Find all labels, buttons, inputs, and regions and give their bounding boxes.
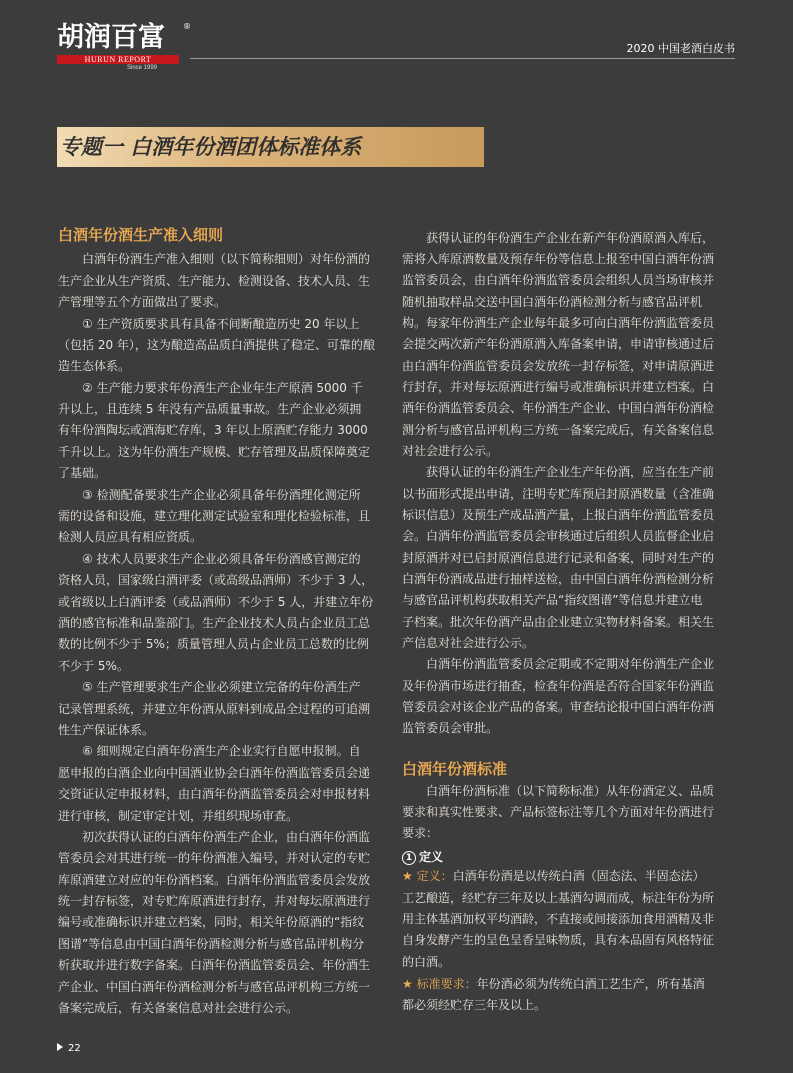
paragraph-line: 检测人员应具有相应资质。 [58,530,203,544]
paragraph-line: 或省级以上白酒评委（或品酒师）不少于 5 人，并建立年份 [58,595,374,609]
paragraph-line: 酒的感官标准和品鉴部门。生产企业技术人员占企业员工总 [58,616,371,630]
paragraph-line: 获得认证的年份酒生产企业生产年份酒，应当在生产前 [426,465,715,479]
paragraph-line: 统一封存标签，对专贮库原酒进行封存，并对每坛原酒进行 [58,894,371,908]
star-icon: ★ [402,977,413,991]
paragraph-line: 编号或准确标识并建立档案，同时，相关年份原酒的“指纹 [58,915,365,929]
paragraph-line: （包括 20 年），这为酿造高品质白酒提供了稳定、可靠的酿 [58,338,375,352]
section-title: 专题一 白酒年份酒团体标准体系 [60,135,362,159]
number-circle-icon: 1 [402,851,416,865]
paragraph-line: 获得认证的年份酒生产企业在新产年份酒原酒入库后， [426,231,715,245]
paragraph-line: 随机抽取样品交送中国白酒年份酒检测分析与感官品评机 [402,295,703,309]
page-number: 22 [68,1043,81,1054]
standard-requirement-line [402,976,705,992]
paragraph-line: 升以上，且连续 5 年没有产品质量事故。生产企业必须拥 [58,402,362,416]
paragraph-line: 用主体基酒加权平均酒龄，不直接或间接添加食用酒精及非 [402,912,715,926]
definition-line [402,868,705,884]
paragraph-line: 要求： [402,826,439,840]
paragraph-line: ③ 检测配备要求生产企业必须具备年份酒理化测定所 [82,488,361,502]
definition-text: 白酒年份酒是以传统白酒（固态法、半固态法） [452,869,705,883]
right-section-heading: 白酒年份酒标准 [402,760,508,778]
paragraph-line: 白酒年份酒标准（以下简称标准）从年份酒定义、品质 [426,784,715,798]
paragraph-line: 自身发酵产生的呈色呈香呈味物质，具有本品固有风格特征 [402,933,715,947]
left-section-heading: 白酒年份酒生产准入细则 [58,226,224,244]
paragraph-line: 资格人员，国家级白酒评委（或高级品酒师）不少于 3 人， [58,573,374,587]
paragraph-line: 测分析与感官品评机构三方统一备案完成后，有关备案信息 [402,423,715,437]
paragraph-line: 产企业、中国白酒年份酒检测分析与感官品评机构三方统一 [58,980,371,994]
paragraph-line: 对社会进行公示。 [402,444,499,458]
paragraph-line: 千升以上。这为年份酒生产规模、贮存管理及品质保障奠定 [58,445,371,459]
paragraph-line: 及年份酒市场进行抽查，检查年份酒是否符合国家年份酒监 [402,679,715,693]
paragraph-line: 会。白酒年份酒监管委员会审核通过后组织人员监督企业启 [402,529,715,543]
definition-subheading [402,849,443,865]
paragraph-line: 由白酒年份酒监管委员会发放统一封存标签，对申请原酒进 [402,359,715,373]
paragraph-line: 造生态体系。 [58,359,131,373]
paragraph-line: 构。每家年份酒生产企业每年最多可向白酒年份酒监管委员 [402,316,715,330]
paragraph-line: 性生产保证体系。 [58,723,155,737]
paragraph-line: 标识信息）及预生产成品酒产量，上报白酒年份酒监管委员 [402,508,715,522]
paragraph-line: 以书面形式提出申请，注明专贮库预启封原酒数量（含准确 [402,487,715,501]
paragraph-line: 的白酒。 [402,955,451,969]
paragraph-line: 都必须经贮存三年及以上。 [402,998,547,1012]
paragraph-line: ② 生产能力要求年份酒生产企业年生产原酒 5000 千 [82,381,363,395]
paragraph-line: 不少于 5%。 [58,659,129,673]
paragraph-line: 生产企业从生产资质、生产能力、检测设备、技术人员、生 [58,274,371,288]
paragraph-line: 与感官品评机构获取相关产品“指纹图谱”等信息并建立电 [402,593,703,607]
paragraph-line: 酒年份酒监管委员会、年份酒生产企业、中国白酒年份酒检 [402,401,715,415]
paragraph-line: 产信息对社会进行公示。 [402,636,535,650]
definition-label: 定义： [416,869,453,883]
paragraph-line: 要求和真实性要求、产品标签标注等几个方面对年份酒进行 [402,805,715,819]
standard-requirement-text: 年份酒必须为传统白酒工艺生产，所有基酒 [476,977,705,991]
paragraph-line: 行封存，并对每坛原酒进行编号或准确标识并建立档案。白 [402,380,715,394]
paragraph-line: 析获取并进行数字备案。白酒年份酒监管委员会、年份酒生 [58,958,371,972]
standard-requirement-label: 标准要求： [416,977,477,991]
paragraph-line: 进行审核，制定审定计划，并组织现场审查。 [58,809,299,823]
logo [57,22,191,74]
paragraph-line: 工艺酿造，经贮存三年及以上基酒勾调而成，标注年份为所 [402,891,715,905]
logo-chinese-text: 胡润百富 [57,22,165,53]
paragraph-line: 白酒年份酒生产准入细则（以下简称细则）对年份酒的 [82,252,371,266]
report-title: 2020 中国老酒白皮书 [626,42,735,55]
paragraph-line: 数的比例不少于 5%；质量管理人员占企业员工总数的比例 [58,637,369,651]
paragraph-line: 监管委员会审批。 [402,721,499,735]
paragraph-line: 白酒年份酒监管委员会定期或不定期对年份酒生产企业 [426,657,715,671]
paragraph-line: 白酒年份酒成品进行抽样送检，由中国白酒年份酒检测分析 [402,572,715,586]
paragraph-line: 初次获得认证的白酒年份酒生产企业，由白酒年份酒监 [82,830,371,844]
section-banner [57,127,484,167]
paragraph-line: 监管委员会，由白酒年份酒监管委员会组织人员当场审核并 [402,273,715,287]
triangle-right-icon [57,1043,63,1051]
paragraph-line: 备案完成后，有关备案信息对社会进行公示。 [58,1001,299,1015]
definition-subheading-text: 定义 [419,850,444,864]
star-icon: ★ [402,869,413,883]
paragraph-line: 交资证认定申报材料，由白酒年份酒监管委员会对申报材料 [58,787,371,801]
logo-since-text: Since 1999 [127,65,158,71]
paragraph-line: ⑥ 细则规定白酒年份酒生产企业实行自愿申报制。自 [82,744,361,758]
paragraph-line: 库原酒建立对应的年份酒档案。白酒年份酒监管委员会发放 [58,873,371,887]
paragraph-line: 子档案。批次年份酒产品由企业建立实物材料备案。相关生 [402,615,715,629]
paragraph-line: 需的设备和设施，建立理化测定试验室和理化检验标准，且 [58,509,371,523]
paragraph-line: 图谱”等信息由中国白酒年份酒检测分析与感官品评机构分 [58,937,365,951]
paragraph-line: 愿申报的白酒企业向中国酒业协会白酒年份酒监管委员会递 [58,766,371,780]
logo-registered-mark: ® [183,22,191,31]
paragraph-line: 有年份酒陶坛或酒海贮存库，3 年以上原酒贮存能力 3000 [58,423,368,437]
paragraph-line: ⑤ 生产管理要求生产企业必须建立完备的年份酒生产 [82,680,361,694]
paragraph-line: 封原酒并对已启封原酒信息进行记录和备案，同时对生产的 [402,551,715,565]
paragraph-line: ④ 技术人员要求生产企业必须具备年份酒感官测定的 [82,552,361,566]
page-footer [57,1043,81,1054]
paragraph-line: 产管理等五个方面做出了要求。 [58,295,227,309]
paragraph-line: 管委员会对该企业产品的备案。审查结论报中国白酒年份酒 [402,700,715,714]
paragraph-line: 记录管理系统，并建立年份酒从原料到成品全过程的可追溯 [58,702,371,716]
paragraph-line: 了基础。 [58,466,107,480]
logo-english-text: HURUN REPORT [57,55,179,64]
paragraph-line: 管委员会对其进行统一的年份酒准入编号，并对认定的专贮 [58,851,371,865]
paragraph-line: 需将入库原酒数量及预存年份等信息上报至中国白酒年份酒 [402,252,715,266]
header-divider [190,58,735,59]
paragraph-line: 会提交两次新产年份酒原酒入库备案申请，申请审核通过后 [402,337,715,351]
paragraph-line: ① 生产资质要求具有具备不间断酿造历史 20 年以上 [82,317,360,331]
